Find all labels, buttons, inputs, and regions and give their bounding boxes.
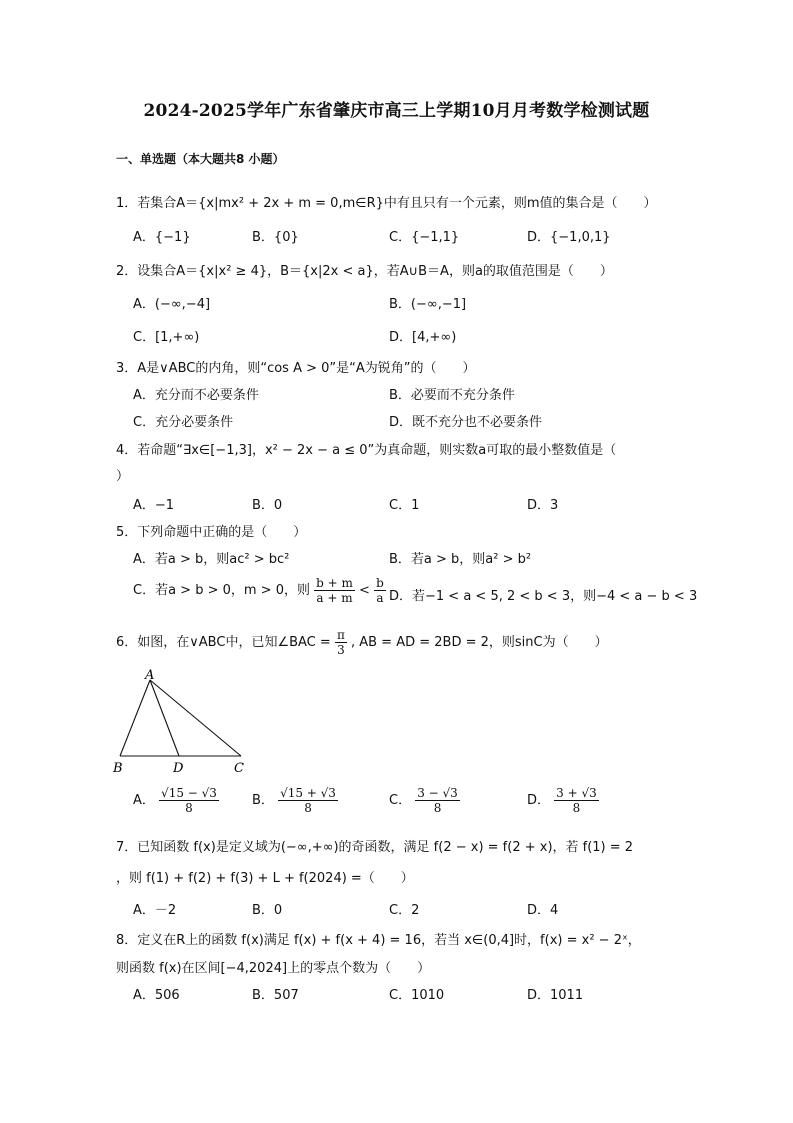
q3-option-d: D．既不充分也不必要条件 <box>389 415 543 430</box>
q4-option-b: B．0 <box>252 498 283 513</box>
q1-option-a: A．{−1} <box>133 230 191 245</box>
q2-option-c: C．[1,+∞) <box>133 330 200 345</box>
q7-option-b: B．0 <box>252 903 283 918</box>
q8-option-d: D．1011 <box>527 988 584 1003</box>
q2-option-a: A．(−∞,−4] <box>133 297 211 312</box>
question-3-stem: 3．A是∨ABC的内角，则“cos A > 0”是“A为锐角”的（ ） <box>116 361 476 376</box>
q6-frac-den: 3 <box>337 643 345 657</box>
q8-option-c: C．1010 <box>389 988 445 1003</box>
q5-option-a: A．若a > b，则ac² > bc² <box>133 552 290 567</box>
q6-option-b <box>252 786 338 815</box>
q5-option-c-text: C．若a > b > 0，m > 0，则 <box>133 583 310 598</box>
q6-d-fraction <box>554 786 599 815</box>
q6-stem-post: , AB = AD = 2BD = 2，则sinC为（ ） <box>350 635 608 650</box>
q1-option-b: B．{0} <box>252 230 299 245</box>
q1-option-c: C．{−1,1} <box>389 230 460 245</box>
question-4-stem-cont: ） <box>116 469 130 484</box>
section-heading: 一、单选题（本大题共8 小题） <box>116 152 285 166</box>
q6-a-den: 8 <box>185 801 193 815</box>
q7-option-d: D．4 <box>527 903 559 918</box>
q6-b-num: √15 + √3 <box>280 786 336 800</box>
q5-c-num-1: b + m <box>316 576 353 590</box>
vertex-label-d: D <box>173 761 184 776</box>
q1-option-d: D．{−1,0,1} <box>527 230 611 245</box>
q6-option-c <box>389 786 460 815</box>
q4-option-d: D．3 <box>527 498 559 513</box>
side-ab <box>120 680 150 756</box>
question-4-stem: 4．若命题“∃x∈[−1,3]，x² − 2x − a ≤ 0”为真命题，则实数a可取的最小整数值是（ <box>116 443 617 458</box>
q6-c-fraction <box>415 786 460 815</box>
q8-option-b: B．507 <box>252 988 299 1003</box>
q2-option-b: B．(−∞,−1] <box>389 297 467 312</box>
page-title: 2024-2025学年广东省肇庆市高三上学期10月月考数学检测试题 <box>143 101 650 121</box>
q5-c-den-2: a <box>376 591 384 605</box>
question-7-stem-cont: ，则 f(1) + f(2) + f(3) + L + f(2024) =（ ） <box>116 871 414 886</box>
q5-option-d: D．若−1 < a < 5, 2 < b < 3，则−4 < a − b < 3 <box>389 589 698 604</box>
question-2-stem: 2．设集合A＝{x|x² ≥ 4}，B＝{x|2x < a}，若A∪B＝A，则a的取值范围是（ ） <box>116 264 613 279</box>
q5-c-fraction-1 <box>314 576 355 605</box>
q3-option-a: A．充分而不必要条件 <box>133 388 259 403</box>
q3-option-c: C．充分必要条件 <box>133 415 234 430</box>
q6-a-label: A． <box>133 793 155 808</box>
q6-d-num: 3 + √3 <box>556 786 597 800</box>
q6-frac-num: π <box>336 628 345 642</box>
vertex-label-a: A <box>145 668 155 683</box>
q5-option-c <box>133 576 386 605</box>
q6-angle-fraction <box>335 628 347 657</box>
q5-c-den-1: a + m <box>316 591 353 605</box>
q6-option-a <box>133 786 219 815</box>
q5-c-lt: < <box>359 583 370 598</box>
q6-c-den: 8 <box>433 801 442 815</box>
q3-option-b: B．必要而不充分条件 <box>389 388 515 403</box>
question-8-stem-cont: 则函数 f(x)在区间[−4,2024]上的零点个数为（ ） <box>116 961 431 976</box>
q6-option-d <box>527 786 599 815</box>
q6-d-den: 8 <box>572 801 581 815</box>
q6-c-num: 3 − √3 <box>417 786 458 800</box>
q4-option-c: C．1 <box>389 498 420 513</box>
question-8-stem: 8．定义在R上的函数 f(x)满足 f(x) + f(x + 4) = 16，若当 x∈(0,4]时，f(x) = x² − 2ˣ， <box>116 933 641 948</box>
question-7-stem: 7．已知函数 f(x)是定义域为(−∞,+∞)的奇函数，满足 f(2 − x) = f(2 + x)，若 f(1) = 2 <box>116 840 634 855</box>
question-1-stem: 1．若集合A＝{x|mx² + 2x + m = 0,m∈R}中有且只有一个元素，则m值的集合是（ ） <box>116 196 657 211</box>
q6-a-fraction <box>159 786 219 815</box>
q8-option-a: A．506 <box>133 988 180 1003</box>
q6-b-den: 8 <box>304 801 312 815</box>
q5-c-fraction-2 <box>374 576 386 605</box>
q7-option-a: A．－2 <box>133 903 177 918</box>
q6-d-label: D． <box>527 793 551 808</box>
q7-option-c: C．2 <box>389 903 420 918</box>
q2-option-d: D．[4,+∞) <box>389 330 457 345</box>
q6-b-label: B． <box>252 793 274 808</box>
q5-c-num-2: b <box>376 576 384 590</box>
q6-a-num: √15 − √3 <box>161 786 217 800</box>
question-6-stem <box>116 628 608 657</box>
q6-b-fraction <box>278 786 338 815</box>
triangle-figure <box>108 668 258 778</box>
q6-stem-pre: 6．如图，在∨ABC中，已知∠BAC = <box>116 635 331 650</box>
vertex-label-b: B <box>113 761 123 776</box>
q5-option-b: B．若a > b，则a² > b² <box>389 552 532 567</box>
q6-c-label: C． <box>389 793 412 808</box>
vertex-label-c: C <box>234 761 244 776</box>
question-5-stem: 5．下列命题中正确的是（ ） <box>116 525 307 540</box>
q4-option-a: A．−1 <box>133 498 175 513</box>
side-ac <box>150 680 241 756</box>
